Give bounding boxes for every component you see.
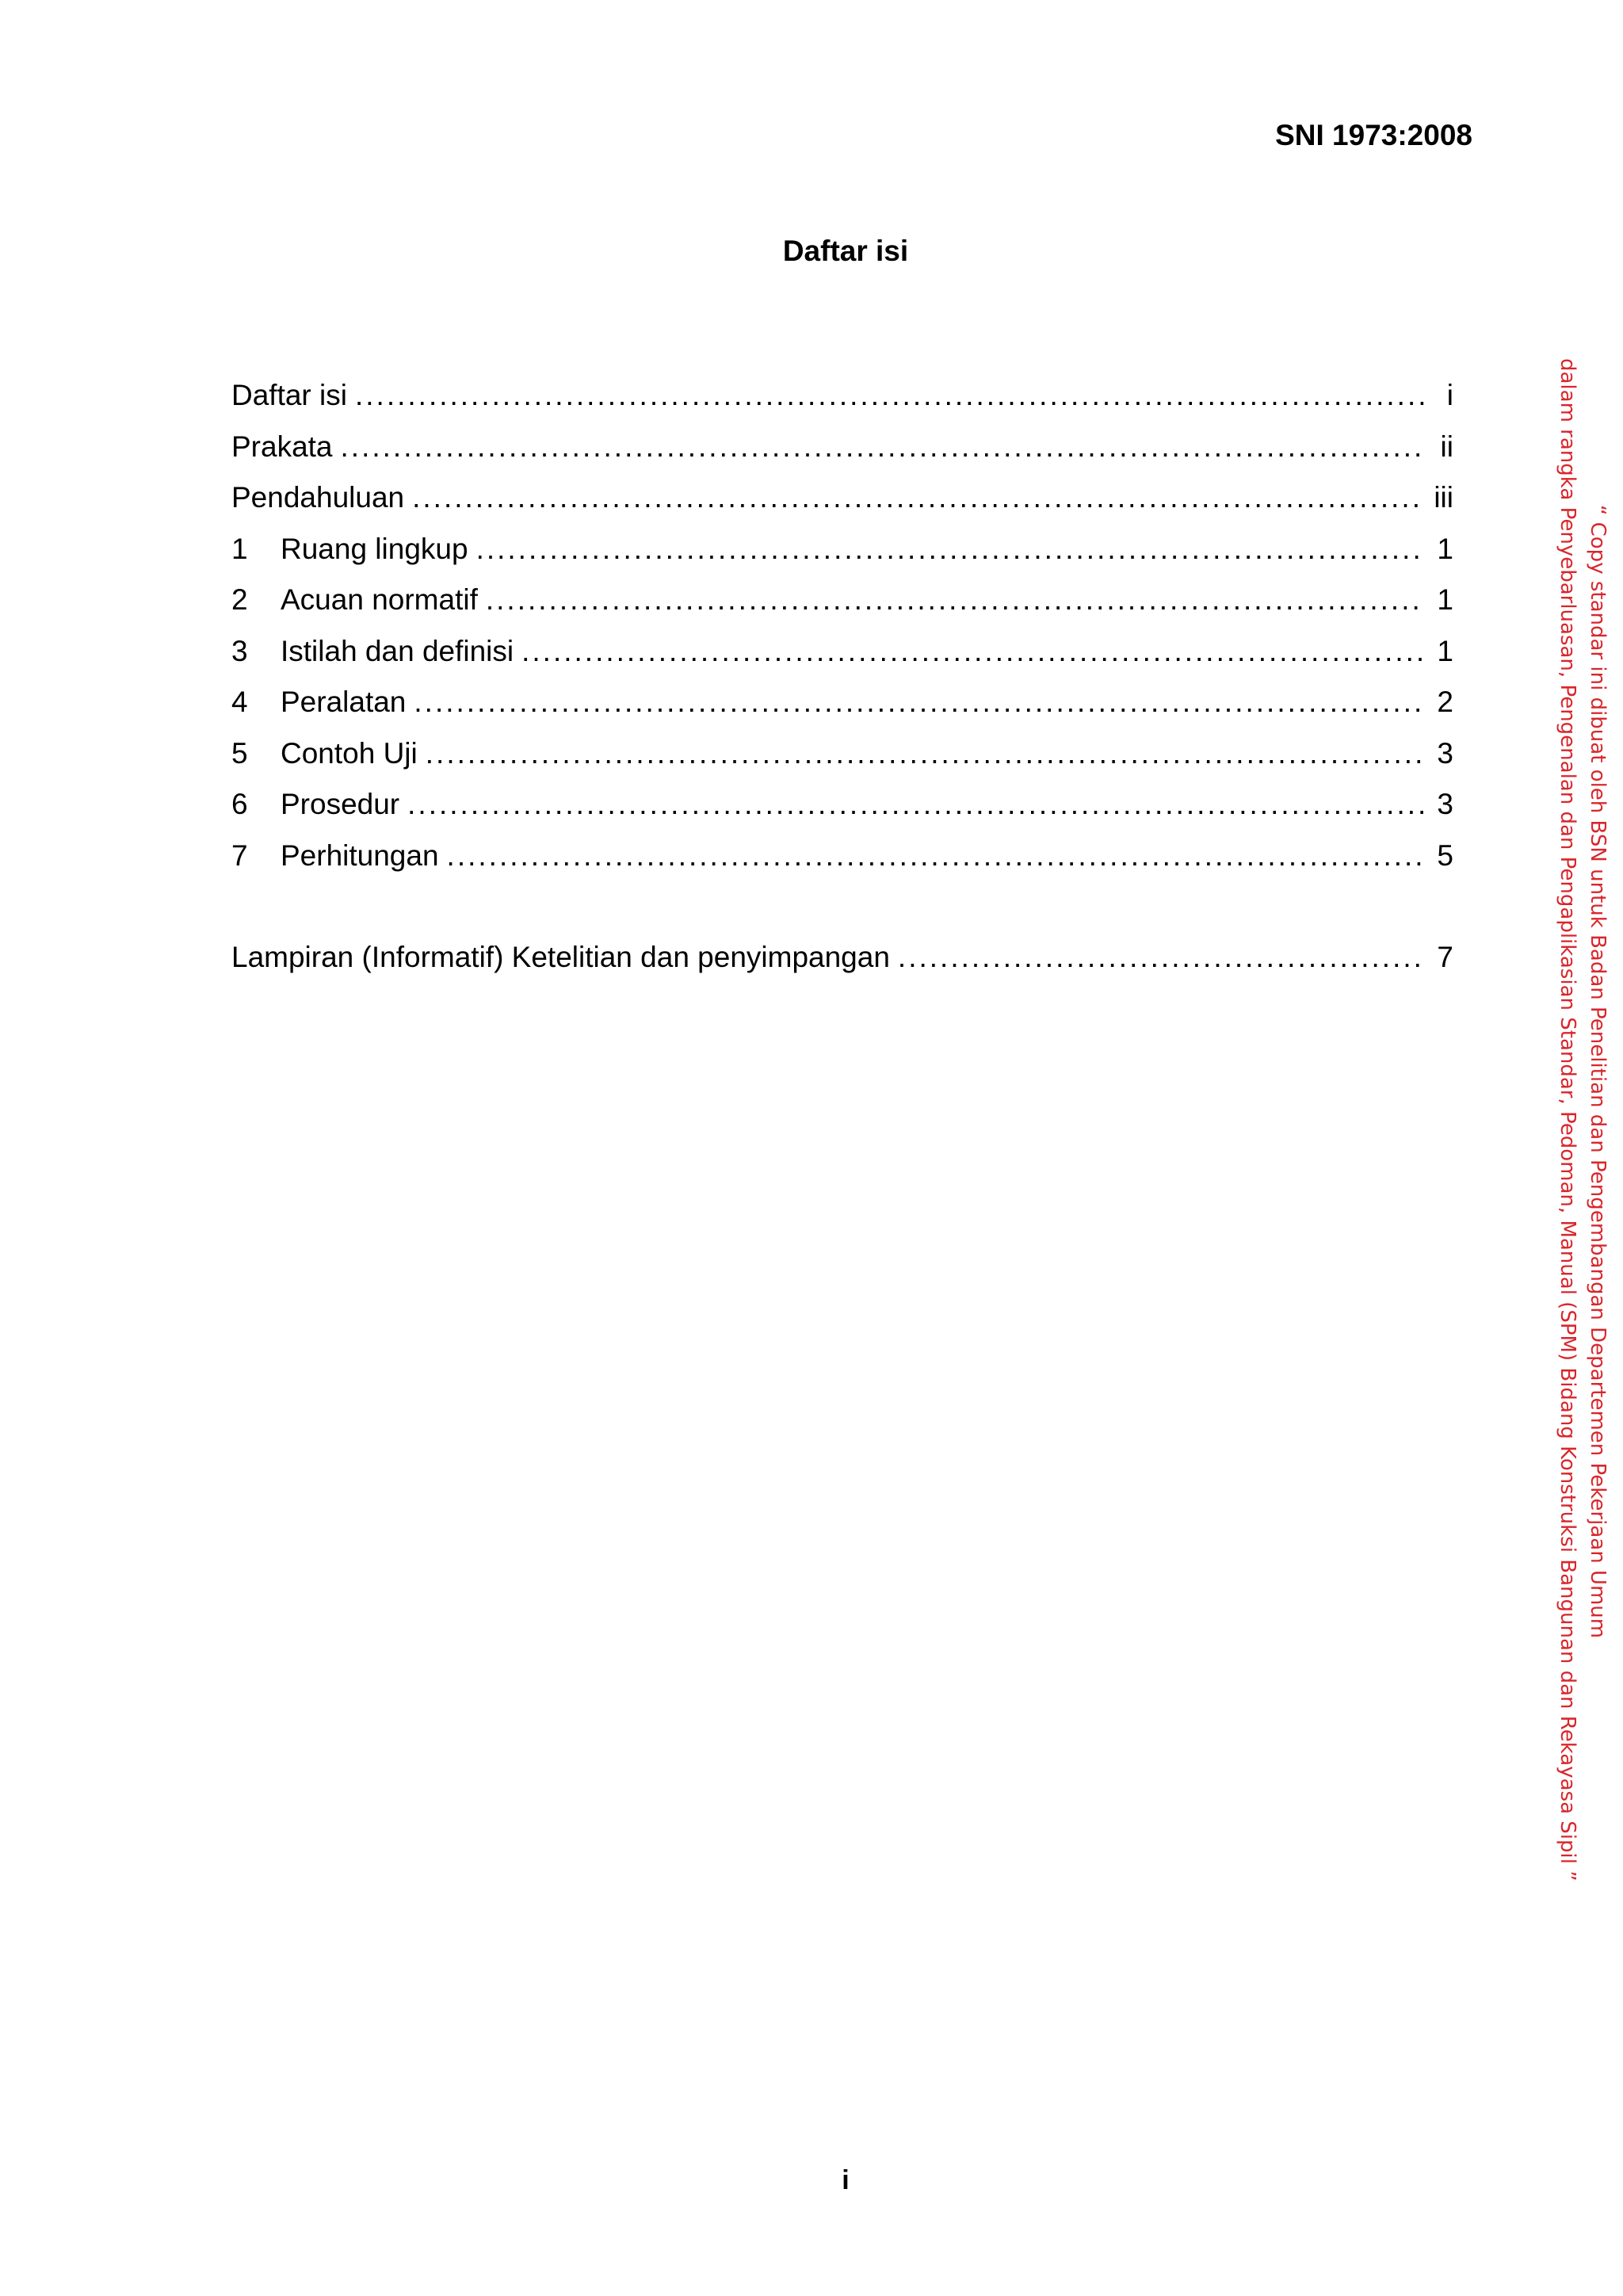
toc-entry-prakata[interactable] (231, 427, 1453, 479)
toc-entry-label: Acuan normatif (281, 583, 478, 616)
toc-entry-label: Istilah dan definisi (281, 634, 514, 667)
toc-entry-page: 1 (1437, 532, 1453, 565)
toc-dot-leader (447, 836, 1425, 876)
toc-entry-label: Contoh Uji (281, 736, 418, 770)
toc-entry-label: Ruang lingkup (281, 532, 468, 565)
toc-entry-number: 7 (231, 839, 248, 872)
toc-entry-page: 1 (1437, 583, 1453, 616)
toc-dot-leader (412, 478, 1425, 518)
toc-dot-leader (341, 427, 1425, 467)
toc-entry-contoh-uji[interactable] (231, 734, 1453, 785)
toc-entry-page: ii (1440, 430, 1453, 463)
watermark-text (1549, 358, 1613, 1881)
copyright-watermark (1549, 358, 1613, 1881)
toc-entry-page: 3 (1437, 736, 1453, 770)
toc-dot-leader (355, 376, 1425, 415)
toc-entry-page: 5 (1437, 839, 1453, 872)
toc-dot-leader (414, 682, 1425, 722)
toc-dot-leader (426, 734, 1425, 774)
toc-entry-label: Peralatan (281, 686, 407, 718)
toc-entry-number: 6 (231, 788, 248, 820)
toc-entry-istilah-dan-definisi[interactable] (231, 632, 1453, 683)
toc-dot-leader (521, 632, 1425, 671)
document-code: SNI 1973:2008 (1275, 119, 1472, 151)
toc-entry-number: 1 (231, 532, 248, 565)
toc-entry-acuan-normatif[interactable] (231, 580, 1453, 632)
toc-entry-prosedur[interactable] (231, 785, 1453, 836)
toc-entry-perhitungan[interactable] (231, 836, 1453, 888)
watermark-line-2: dalam rangka Penyebarluasan, Pengenalan dan Pengaplikasian Standar, Pedoman, Manual (SPM) Bidang Konstruksi Bangunan dan Rekayasa Sipil ” (1556, 358, 1579, 1881)
watermark-line-1: “ Copy standar ini dibuat oleh BSN untuk Badan Penelitian dan Pengembangan Departemen Pekerjaan Umum (1586, 504, 1610, 1639)
toc-entry-daftar-isi[interactable] (231, 376, 1453, 427)
toc-entry-number: 3 (231, 634, 248, 667)
toc-entry-label: Lampiran (Informatif) Ketelitian dan penyimpangan (231, 941, 890, 973)
toc-entry-lampiran[interactable] (231, 938, 1453, 989)
toc-entry-page: 7 (1437, 941, 1453, 973)
toc-entry-page: i (1446, 379, 1453, 411)
toc-entry-label: Pendahuluan (231, 481, 405, 514)
toc-entry-label: Prosedur (281, 788, 400, 820)
toc-entry-page: 3 (1437, 788, 1453, 820)
toc-entry-peralatan[interactable] (231, 682, 1453, 734)
toc-entry-pendahuluan[interactable] (231, 478, 1453, 529)
toc-entry-number: 2 (231, 583, 248, 616)
toc-entry-label: Prakata (231, 430, 333, 463)
toc-dot-leader (407, 785, 1425, 824)
toc-entry-ruang-lingkup[interactable] (231, 529, 1453, 581)
toc-dot-leader (486, 580, 1425, 620)
toc-entry-label: Perhitungan (281, 839, 439, 872)
toc-dot-leader (898, 938, 1425, 977)
toc-entry-page: 1 (1437, 634, 1453, 667)
page-title: Daftar isi (782, 235, 909, 267)
toc-entry-page: 2 (1437, 686, 1453, 718)
page-number: i (842, 2165, 850, 2195)
toc-entry-page: iii (1434, 481, 1453, 514)
toc-entry-label: Daftar isi (231, 379, 347, 411)
toc-entry-number: 5 (231, 736, 248, 770)
table-of-contents (231, 376, 1453, 989)
toc-entry-number: 4 (231, 686, 248, 718)
toc-dot-leader (476, 529, 1425, 569)
